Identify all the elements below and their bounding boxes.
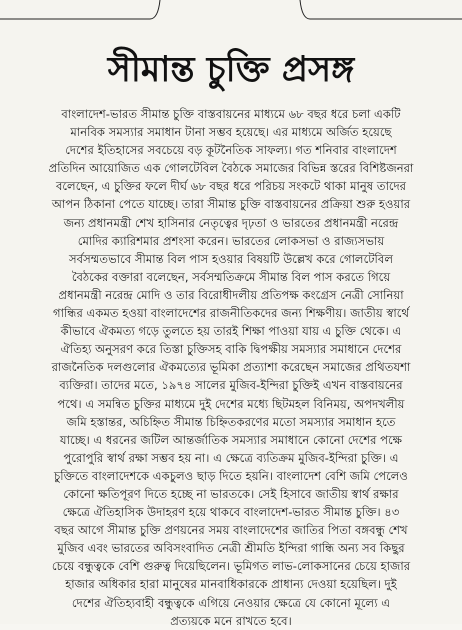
article-line: কীভাবে ঐকমত্য গড়ে তুলতে হয় তারই শিক্ষা পাওয়া যায় এ চুক্তি থেকে। এ [60, 324, 402, 339]
article-line: রাজনৈতিক দলগুলোর ঐকমত্যের ভূমিকা প্রত্যাশা করেছেন সমাজের প্রথিতযশা [51, 360, 411, 375]
article-line: আপন ঠিকানা পেতে যাচ্ছে। তারা সীমান্ত চুক্তি বাস্তবায়নের প্রক্রিয়া শুরু হওয়ার [51, 197, 411, 212]
article-line: চুক্তিতে বাংলাদেশকে একচুলও ছাড় দিতে হয়নি। বাংলাদেশ বেশি জমি পেলেও [54, 468, 408, 483]
article-line: পুরোপুরি স্বার্থ রক্ষা সম্ভব হয় না। এ ক্ষেত্রে ব্যতিক্রম মুজিব-ইন্দিরা চুক্তি। এ [63, 450, 399, 465]
article-line: ঐতিহ্য অনুসরণ করে তিস্তা চুক্তিসহ বাকি দ্বিপক্ষীয় সমস্যার সমাধানে দেশের [60, 342, 402, 357]
article-line: পথে। এ সমন্বিত চুক্তির মাধ্যমে দুই দেশের মধ্যে ছিটমহল বিনিময়, অপদখলীয় [57, 396, 405, 411]
article-line: মানবিক সমস্যার সমাধান টানা সম্ভব হয়েছে। এর মাধ্যমে অর্জিত হয়েছে [70, 125, 392, 140]
article-body [6, 105, 456, 628]
article-line: সর্বসম্মতভাবে সীমান্ত বিল পাস হওয়ার বিষয়টি উল্লেখ করে গোলটেবিল [69, 251, 393, 266]
article-line: প্রধানমন্ত্রী নরেন্দ্র মোদি ও তার বিরোধীদলীয় প্রতিপক্ষ কংগ্রেস নেত্রী সোনিয়া [58, 287, 404, 302]
article-line: মুজিব এবং ভারতের অবিসংবাদিত নেত্রী শ্রীমতি ইন্দিরা গান্ধি অন্য সব কিছুর [57, 541, 405, 556]
top-ornament [0, 0, 462, 20]
article-line: জমি হস্তান্তর, অচিহ্নিত সীমান্ত চিহ্নিতকরণের মতো সমস্যার সমাধান হতে [66, 414, 396, 429]
article-line: বৈঠকের বক্তারা বলেছেন, সর্বসম্মতিক্রমে সীমান্ত বিল পাস করতে গিয়ে [71, 269, 391, 284]
article-line: বাংলাদেশ-ভারত সীমান্ত চুক্তি বাস্তবায়নের মাধ্যমে ৬৮ বছর ধরে চলা একটি [61, 107, 401, 121]
article-line: কোনো ক্ষতিপূরণ দিতে হচ্ছে না ভারতকে। সেই হিসাবে জাতীয় স্বার্থ রক্ষার [63, 486, 399, 501]
article-line: জন্য প্রধানমন্ত্রী শেখ হাসিনার নেতৃত্বের দৃঢ়তা ও ভারতের প্রধানমন্ত্রী নরেন্দ্র [63, 215, 399, 230]
article-line: চেয়ে বন্ধুত্বকে বেশি গুরুত্ব দিয়েছিলেন। ভূমিগত লাভ-লোকসানের চেয়ে হাজার [51, 559, 411, 574]
article-line: বলেছেন, এ চুক্তির ফলে দীর্ঘ ৬৮ বছর ধরে পরিচয় সংকটে থাকা মানুষ তাদের [55, 179, 407, 194]
article-line: মোদির ক্যারিশমার প্রশংসা করেন। ভারতের লোকসভা ও রাজ্যসভায় [77, 233, 385, 248]
article-line: দেশের ঐতিহ্যবাহী বন্ধুত্বকে এগিয়ে নেওয়ার ক্ষেত্রে যে কোনো মূল্যে এ [71, 595, 391, 610]
article-line: গান্ধির একমত হওয়া বাংলাদেশের রাজনীতিকদের জন্য শিক্ষণীয়। জাতীয় স্বার্থে [53, 306, 409, 321]
article-line: দেশের ইতিহাসের সবচেয়ে বড় কূটনৈতিক সাফল্য। গত শনিবার বাংলাদেশ [65, 143, 397, 158]
article-line: প্রত্যয়কে মনে রাখতে হবে। [170, 613, 292, 628]
article-line: হাজার অধিকার হারা মানুষের মানবাধিকারকে প্রাধান্য দেওয়া হয়েছিল। দুই [65, 577, 397, 592]
article-line: ক্ষেত্রে ঐতিহাসিক উদাহরণ হয়ে থাকবে বাংলাদেশ-ভারত সীমান্ত চুক্তি। ৪৩ [62, 505, 400, 520]
article-line: যাচ্ছে। এ ধরনের জটিল আন্তর্জাতিক সমস্যার সমাধানে কোনো দেশের পক্ষে [59, 432, 403, 447]
article-line: বছর আগে সীমান্ত চুক্তি প্রণয়নের সময় বাংলাদেশের জাতির পিতা বঙ্গবন্ধু শেখ [54, 523, 408, 538]
article-line: ব্যক্তিরা। তাদের মতে, ১৯৭৪ সালের মুজিব-ইন্দিরা চুক্তিই এখন বাস্তবায়নের [59, 378, 403, 393]
article-line: প্রতিদিন আয়োজিত এক গোলটেবিল বৈঠকে সমাজের বিভিন্ন স্তরের বিশিষ্টজনরা [48, 161, 414, 176]
article-headline: সীমান্ত চুক্তি প্রসঙ্গ [107, 50, 355, 90]
